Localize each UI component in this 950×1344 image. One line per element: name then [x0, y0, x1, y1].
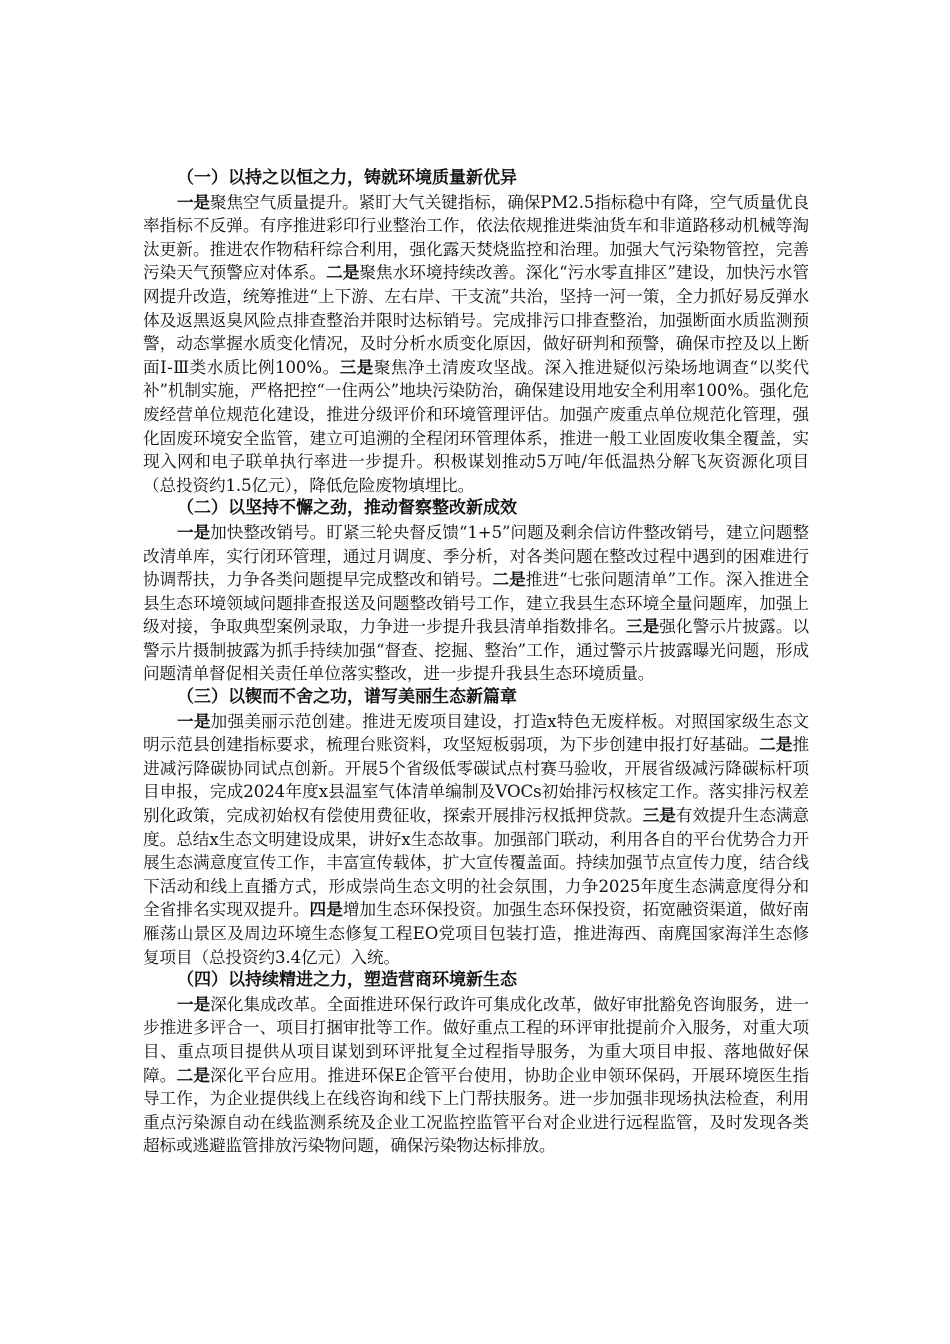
paragraph-text: 聚焦空气质量提升。紧盯大气关键指标，确保PM2.5指标稳中有降，空气质量优良率指标不反弹。有序推进彩印行业整治工作，依法依规推进柴油货车和非道路移动机械等淘汰更新。推进农作物秸秆综合利用，强化露天焚烧监控和治理。加强大气污染物管控，完善污染天气预警应对体系。 — [143, 192, 809, 283]
paragraph-text: 加快整改销号。盯紧三轮央督反馈“1+5”问题及剩余信访件整改销号，建立问题整改清单库，实行闭环管理，通过月调度、季分析，对各类问题在整改过程中遇到的困难进行协调帮扶，力争各类问题提早完成整改和销号。 — [143, 522, 809, 590]
lead-marker: 一是 — [177, 192, 211, 212]
section-heading-4: （四）以持续精进之力，塑造营商环境新生态 — [177, 970, 517, 991]
paragraph-text: 深化集成改革。全面推进环保行政许可集成化改革，做好审批豁免咨询服务，进一步推进多评合一、项目打捆审批等工作。做好重点工程的环评审批提前介入服务，对重大项目、重点项目提供从项目谋划到环评批复全过程指导服务，为重大项目申报、落地做好保障。 — [143, 994, 809, 1085]
paragraph-text: 增加生态环保投资。加强生态环保投资，拓宽融资渠道，做好南雁荡山景区及周边环境生态修复工程EO党项目包装打造，推进海西、南麂国家海洋生态修复项目（总投资约3.4亿元）入统。 — [143, 900, 809, 967]
paragraph-text: 深化平台应用。推进环保E企管平台使用，协助企业申领环保码，开展环境医生指导工作，为企业提供线上在线咨询和线下上门帮扶服务。进一步加强非现场执法检查，利用重点污染源自动在线监测系统及企业工况监控监管平台对企业进行远程监管，及时发现各类超标或逃避监管排放污染物问题，确保污染物达标排放。 — [143, 1065, 809, 1156]
section-paragraph-2 — [143, 521, 809, 686]
lead-marker: 一是 — [177, 994, 211, 1014]
paragraph-text: 推进减污降碳协同试点创新。开展5个省级低零碳试点村赛马验收，开展省级减污降碳标杆项目申报，完成2024年度x县温室气体清单编制及VOCs初始排污权核定工作。落实排污权差别化政策，完成初始权有偿使用费征收，探索开展排污权抵押贷款。 — [143, 735, 809, 826]
document-body — [143, 167, 809, 1158]
lead-marker: 二是 — [326, 263, 360, 283]
section-heading-1: （一）以持之以恒之力，铸就环境质量新优异 — [177, 168, 517, 188]
section-paragraph-3 — [143, 710, 809, 970]
lead-marker: 二是 — [176, 1065, 211, 1085]
paragraph-text: 推进“七张问题清单”工作。深入推进全县生态环境领域问题排查报送及问题整改销号工作，建立我县生态环境全量问题库，加强上级对接，争取典型案例录取，力争进一步提升我县清单指数排名。 — [143, 570, 809, 637]
lead-marker: 四是 — [309, 900, 343, 920]
paragraph-text: 强化警示片披露。以警示片摄制披露为抓手持续加强“督查、挖掘、整治”工作，通过警示片披露曝光问题，形成问题清单督促相关责任单位落实整改，进一步提升我县生态环境质量。 — [143, 617, 809, 684]
lead-marker: 三是 — [642, 806, 676, 826]
paragraph-text: 聚焦净土清废攻坚战。深入推进疑似污染场地调查“以奖代补”机制实施，严格把控“一住两公”地块污染防治，确保建设用地安全利用率100%。强化危废经营单位规范化建设，推进分级评价和环境管理评估。加强产废重点单位规范化管理，强化固废环境安全监管，建立可追溯的全程闭环管理体系，推进一般工业固废收集全覆盖，实现入网和电子联单执行率进一步提升。积极谋划推动5万吨/年低温热分解飞灰资源化项目（总投资约1.5亿元），降低危险废物填埋比。 — [143, 357, 809, 495]
lead-marker: 二是 — [492, 570, 526, 590]
lead-marker: 一是 — [177, 522, 211, 542]
lead-marker: 三是 — [339, 357, 374, 377]
lead-marker: 一是 — [177, 711, 211, 731]
paragraph-text: 有效提升生态满意度。总结x生态文明建设成果，讲好x生态故事。加强部门联动，利用各自的平台优势合力开展生态满意度宣传工作，丰富宣传载体，扩大宣传覆盖面。持续加强节点宣传力度，结合线下活动和线上直播方式，形成崇尚生态文明的社会氛围，力争2025年度生态满意度得分和全省排名实现双提升。 — [143, 806, 809, 920]
section-heading-3: （三）以锲而不舍之功，谱写美丽生态新篇章 — [177, 687, 517, 708]
lead-marker: 二是 — [759, 735, 793, 755]
section-heading-2: （二）以坚持不懈之劲，推动督察整改新成效 — [177, 498, 517, 519]
paragraph-text: 加强美丽示范创建。推进无废项目建设，打造x特色无废样板。对照国家级生态文明示范县创建指标要求，梳理台账资料，攻坚短板弱项，为下步创建申报打好基础。 — [143, 711, 809, 755]
lead-marker: 三是 — [625, 617, 660, 637]
section-paragraph-4 — [143, 993, 809, 1158]
section-paragraph-1 — [143, 191, 809, 498]
paragraph-text: 聚焦水环境持续改善。深化“污水零直排区”建设，加快污水管网提升改造，统筹推进“上下游、左右岸、干支流”共治，坚持一河一策，全力抓好易反弹水体及返黑返臭风险点排查整治并限时达标销号。完成排污口排查整治，加强断面水质监测预警，动态掌握水质变化情况，及时分析水质变化原因，做好研判和预警，确保市控及以上断面Ⅰ-Ⅲ类水质比例100%。 — [143, 263, 809, 377]
